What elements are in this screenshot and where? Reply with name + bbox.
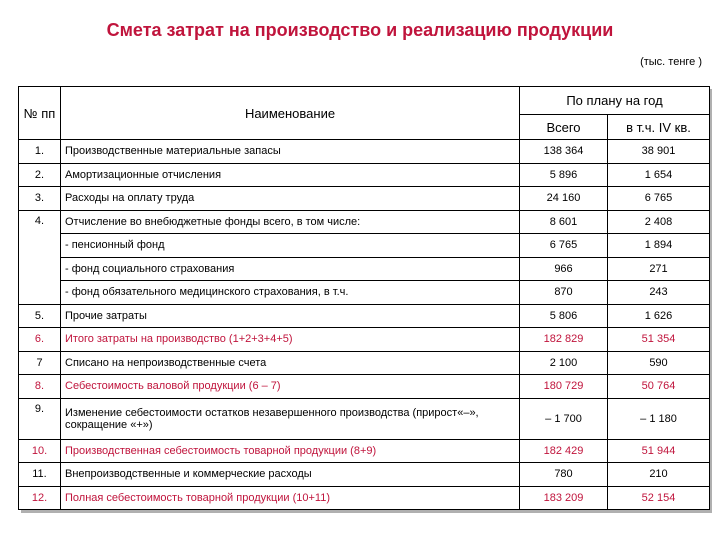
table-row-highlighted — [19, 375, 710, 399]
table-row — [19, 281, 710, 305]
row-q4: 1 626 — [608, 304, 710, 328]
row-total: 780 — [520, 463, 608, 487]
row-number: 5. — [19, 304, 61, 328]
table-row — [19, 463, 710, 487]
row-name: Производственные материальные запасы — [61, 140, 520, 164]
row-name: - пенсионный фонд — [61, 234, 520, 258]
row-q4: 243 — [608, 281, 710, 305]
row-q4: 51 944 — [608, 439, 710, 463]
row-name: Амортизационные отчисления — [61, 163, 520, 187]
row-name: Себестоимость валовой продукции (6 – 7) — [61, 375, 520, 399]
table-row — [19, 398, 710, 439]
table-row — [19, 304, 710, 328]
row-number: 12. — [19, 486, 61, 510]
header-name: Наименование — [61, 87, 520, 140]
row-number: 3. — [19, 187, 61, 211]
row-number: 1. — [19, 140, 61, 164]
cost-estimate-table — [18, 86, 710, 510]
row-q4: 6 765 — [608, 187, 710, 211]
row-name: Расходы на оплату труда — [61, 187, 520, 211]
table-row — [19, 210, 710, 234]
page-title: Смета затрат на производство и реализацию продукции — [106, 20, 614, 40]
row-total: 5 806 — [520, 304, 608, 328]
row-number: 9. — [19, 398, 61, 439]
row-q4: 1 894 — [608, 234, 710, 258]
table-row — [19, 257, 710, 281]
row-total: 5 896 — [520, 163, 608, 187]
row-name: Прочие затраты — [61, 304, 520, 328]
row-total: 2 100 — [520, 351, 608, 375]
units-label: (тыс. тенге ) — [640, 56, 702, 68]
table-row-highlighted — [19, 439, 710, 463]
row-q4: 210 — [608, 463, 710, 487]
row-q4: 1 654 — [608, 163, 710, 187]
table-row — [19, 234, 710, 258]
row-total: – 1 700 — [520, 398, 608, 439]
row-q4: 52 154 — [608, 486, 710, 510]
row-q4: 50 764 — [608, 375, 710, 399]
table-row-highlighted — [19, 486, 710, 510]
row-q4: – 1 180 — [608, 398, 710, 439]
row-number: 6. — [19, 328, 61, 352]
header-num: № пп — [19, 87, 61, 140]
header-total: Всего — [520, 115, 608, 140]
row-q4: 271 — [608, 257, 710, 281]
row-name: Производственная себестоимость товарной продукции (8+9) — [61, 439, 520, 463]
row-name: - фонд обязательного медицинского страхования, в т.ч. — [61, 281, 520, 305]
cost-estimate-table-wrapper — [18, 86, 709, 510]
table-row — [19, 140, 710, 164]
table-row-highlighted — [19, 328, 710, 352]
row-total: 870 — [520, 281, 608, 305]
row-q4: 590 — [608, 351, 710, 375]
row-name: Отчисление во внебюджетные фонды всего, в том числе: — [61, 210, 520, 234]
row-q4: 51 354 — [608, 328, 710, 352]
row-total: 182 429 — [520, 439, 608, 463]
row-name: Полная себестоимость товарной продукции (10+11) — [61, 486, 520, 510]
table-row — [19, 163, 710, 187]
row-total: 24 160 — [520, 187, 608, 211]
row-name: Изменение себестоимости остатков незавершенного производства (прирост«–», сокращение «+») — [61, 398, 520, 439]
row-name: - фонд социального страхования — [61, 257, 520, 281]
row-number: 4. — [19, 210, 61, 304]
row-total: 966 — [520, 257, 608, 281]
row-total: 182 829 — [520, 328, 608, 352]
row-q4: 38 901 — [608, 140, 710, 164]
table-row — [19, 187, 710, 211]
row-name: Внепроизводственные и коммерческие расходы — [61, 463, 520, 487]
row-total: 180 729 — [520, 375, 608, 399]
row-number: 8. — [19, 375, 61, 399]
row-number: 7 — [19, 351, 61, 375]
row-total: 8 601 — [520, 210, 608, 234]
row-name: Списано на непроизводственные счета — [61, 351, 520, 375]
row-total: 138 364 — [520, 140, 608, 164]
row-q4: 2 408 — [608, 210, 710, 234]
row-number: 2. — [19, 163, 61, 187]
row-total: 6 765 — [520, 234, 608, 258]
header-q4: в т.ч. IV кв. — [608, 115, 710, 140]
row-name: Итого затраты на производство (1+2+3+4+5) — [61, 328, 520, 352]
row-number: 10. — [19, 439, 61, 463]
header-plan: По плану на год — [520, 87, 710, 115]
table-row — [19, 351, 710, 375]
row-number: 11. — [19, 463, 61, 487]
row-total: 183 209 — [520, 486, 608, 510]
